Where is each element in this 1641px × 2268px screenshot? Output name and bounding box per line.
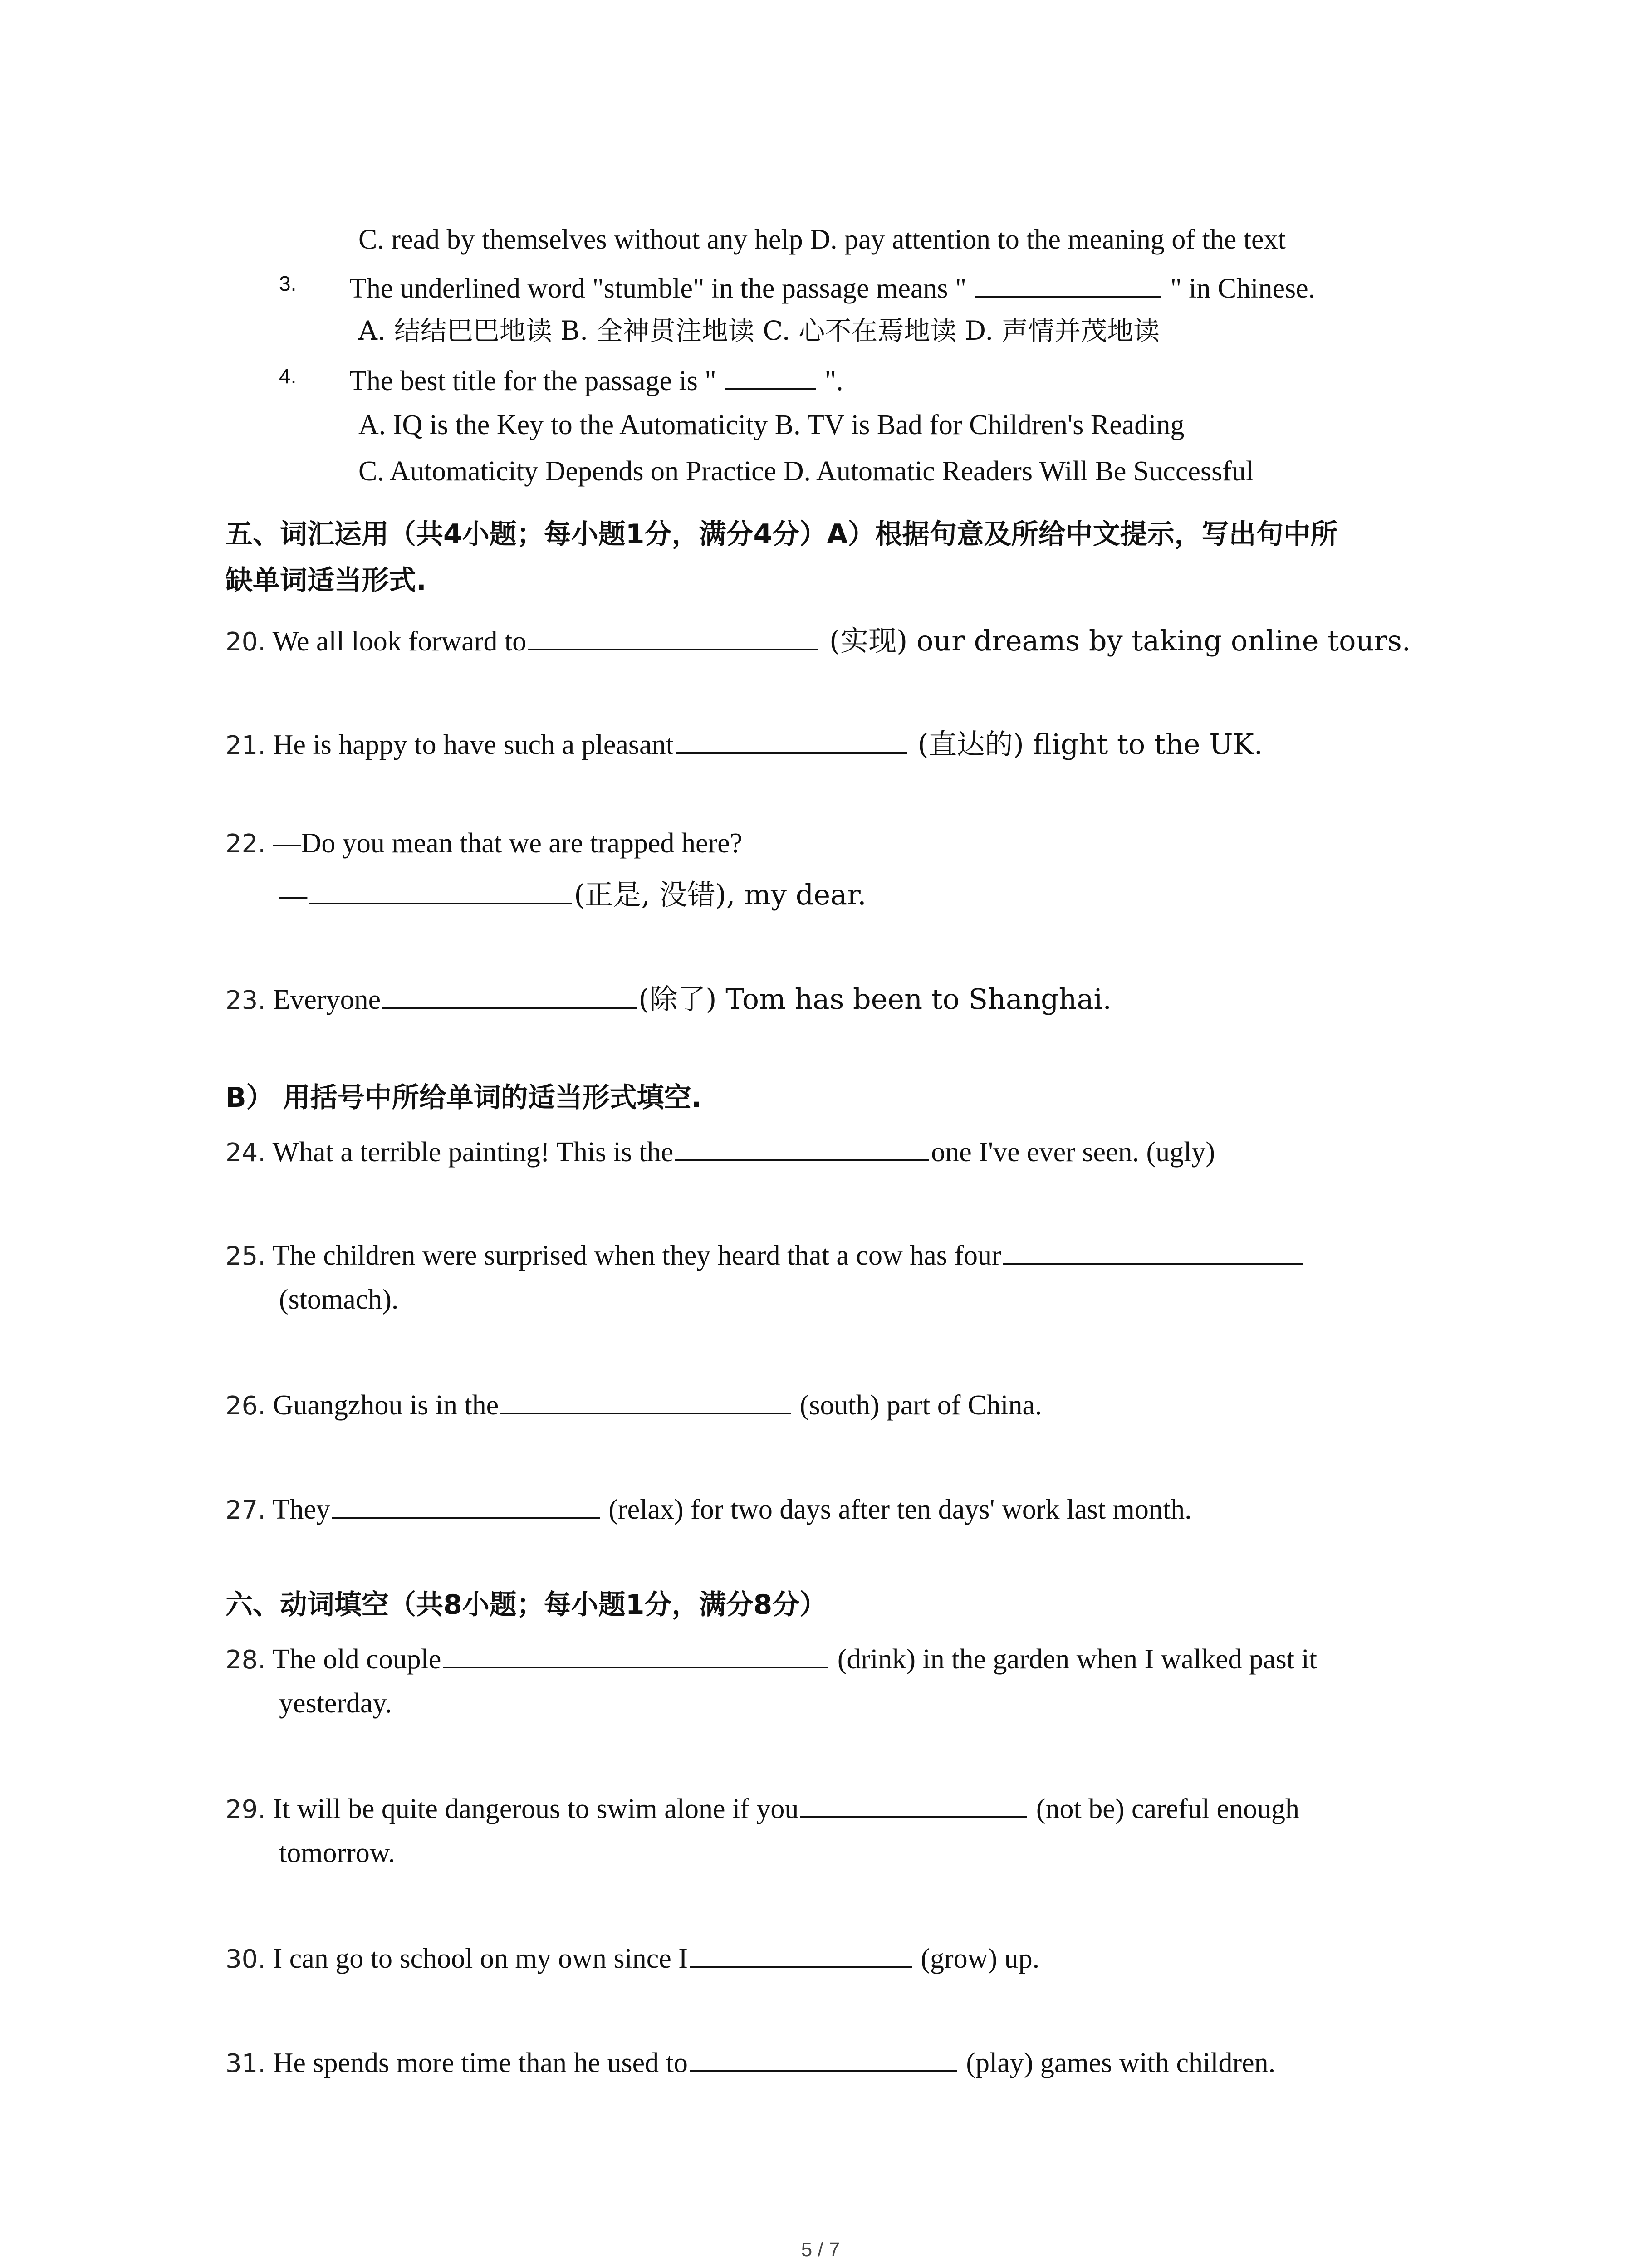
question-30: 30. I can go to school on my own since I (grow) up. <box>225 1943 1040 1974</box>
q25-blank[interactable] <box>1003 1239 1303 1265</box>
page-number: 5 / 7 <box>801 2239 840 2261</box>
question-27: 27. They (relax) for two days after ten days' work last month. <box>225 1494 1192 1525</box>
question-31: 31. He spends more time than he used to (play) games with children. <box>225 2048 1276 2078</box>
q22-blank[interactable] <box>309 879 572 904</box>
question-22-line2: — (正是, 没错), my dear. <box>279 878 867 911</box>
q23-blank[interactable] <box>382 983 637 1009</box>
section5-heading-line1: 五、词汇运用（共4小题；每小题1分，满分4分）A）根据句意及所给中文提示，写出句中所 <box>225 518 1338 550</box>
q29-blank[interactable] <box>800 1793 1027 1818</box>
question-26: 26. Guangzhou is in the (south) part of China. <box>225 1390 1042 1421</box>
q24-blank[interactable] <box>675 1136 929 1161</box>
question-23: 23. Everyone (除了) Tom has been to Shanghai. <box>225 982 1112 1016</box>
question-29-line2: tomorrow. <box>279 1838 395 1868</box>
question-21: 21. He is happy to have such a pleasant (直达的) flight to the UK. <box>225 728 1263 761</box>
q27-blank[interactable] <box>332 1493 600 1519</box>
question-29-line1: 29. It will be quite dangerous to swim alone if you (not be) careful enough <box>225 1794 1300 1824</box>
q31-blank[interactable] <box>690 2047 957 2072</box>
section5-sub-b-heading: B） 用括号中所给单词的适当形式填空. <box>225 1082 702 1114</box>
q21-blank[interactable] <box>676 728 907 754</box>
q4-options-cd: C. Automaticity Depends on Practice D. Automatic Readers Will Be Successful <box>358 456 1254 487</box>
q4-blank[interactable] <box>725 365 816 390</box>
q4-number: 4. <box>279 364 297 388</box>
question-22-line1: 22. —Do you mean that we are trapped here? <box>225 828 743 859</box>
q3-blank[interactable] <box>975 272 1161 298</box>
q2-options-cd: C. read by themselves without any help D. pay attention to the meaning of the text <box>358 224 1286 255</box>
q26-blank[interactable] <box>500 1389 791 1414</box>
q30-blank[interactable] <box>690 1942 912 1968</box>
section6-heading: 六、动词填空（共8小题；每小题1分，满分8分） <box>225 1589 827 1621</box>
q28-blank[interactable] <box>443 1643 828 1668</box>
question-20: 20. We all look forward to (实现) our dreams by taking online tours. <box>225 624 1411 657</box>
section5-heading-line2: 缺单词适当形式. <box>225 565 426 596</box>
question-28-line1: 28. The old couple (drink) in the garden when I walked past it <box>225 1644 1317 1675</box>
q4-text: The best title for the passage is " ". <box>349 366 843 396</box>
q20-blank[interactable] <box>528 625 818 650</box>
question-24: 24. What a terrible painting! This is the one I've ever seen. (ugly) <box>225 1137 1215 1168</box>
question-28-line2: yesterday. <box>279 1688 392 1719</box>
question-25-line1: 25. The children were surprised when they heard that a cow has four <box>225 1239 1304 1270</box>
q4-options-ab: A. IQ is the Key to the Automaticity B. TV is Bad for Children's Reading <box>358 410 1185 440</box>
question-25-line2: (stomach). <box>279 1284 399 1315</box>
q3-text: The underlined word "stumble" in the passage means " " in Chinese. <box>349 273 1316 304</box>
q3-number: 3. <box>279 272 297 295</box>
q3-options: A. 结结巴巴地读 B. 全神贯注地读 C. 心不在焉地读 D. 声情并茂地读 <box>358 315 1160 346</box>
